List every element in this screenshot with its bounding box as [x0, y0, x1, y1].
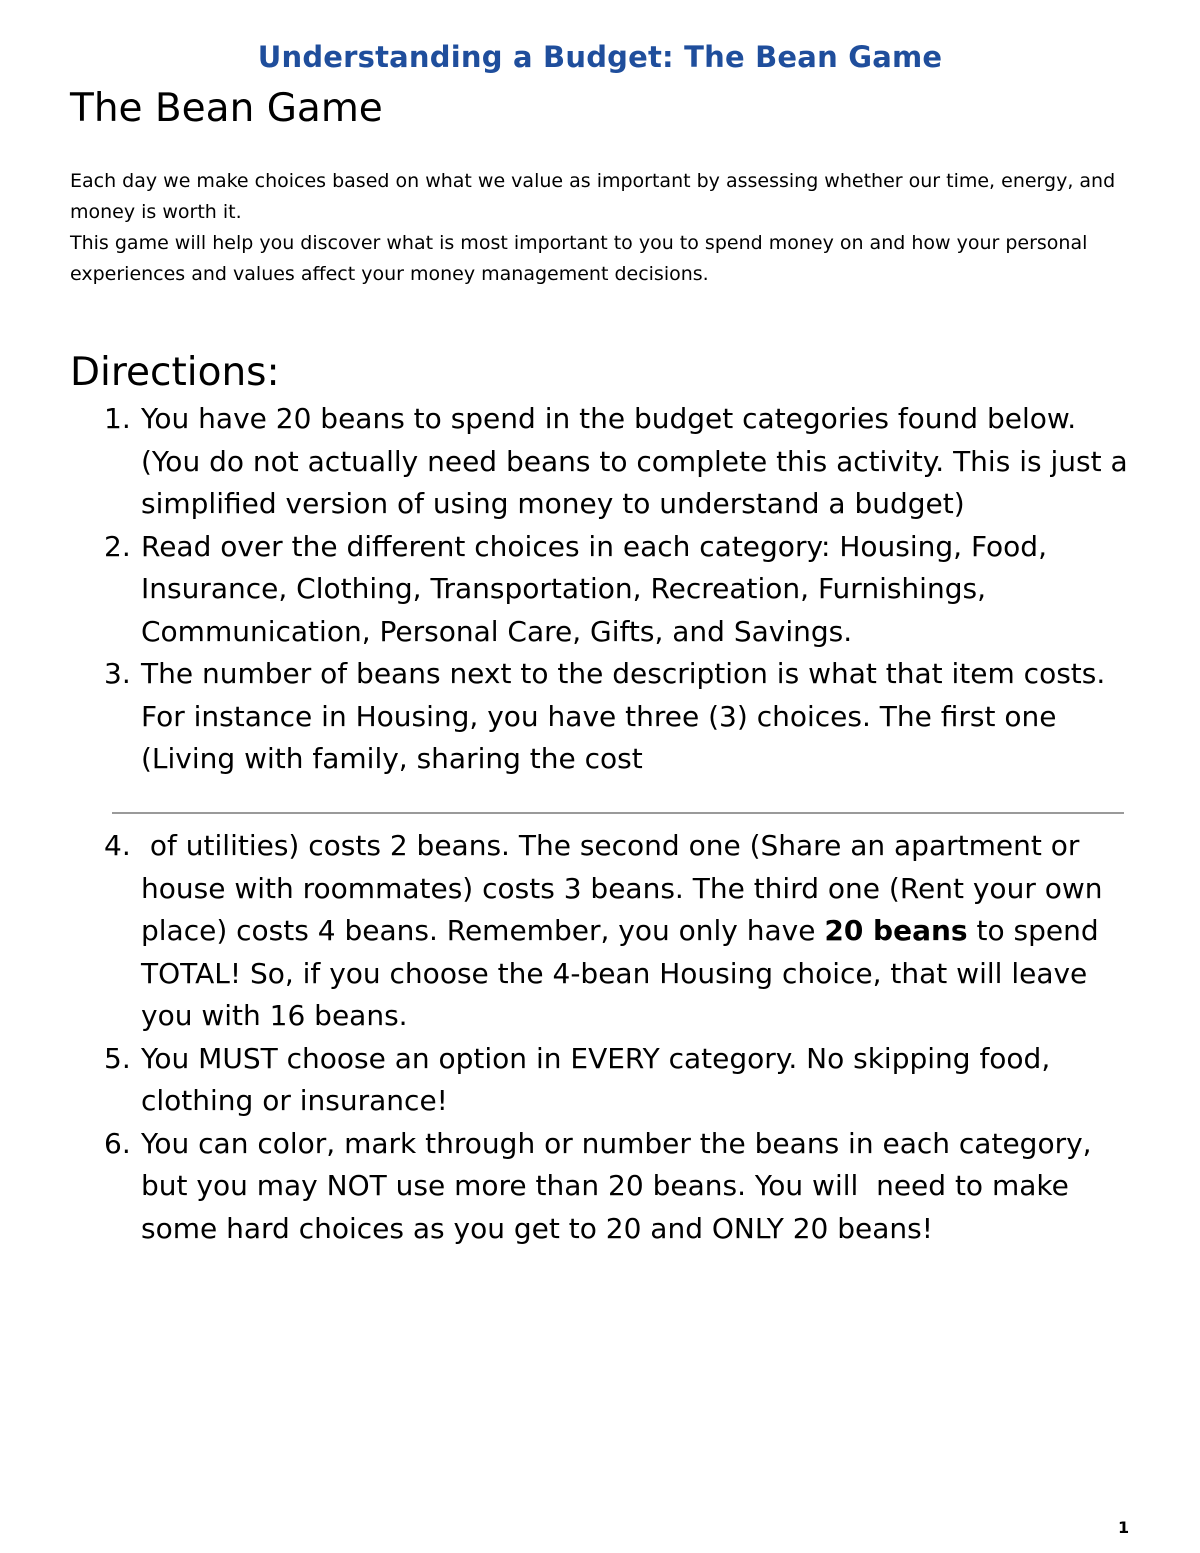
directions-list-part-1 — [104, 398, 1144, 781]
step-text: You MUST choose an option in EVERY category. No skipping food, clothing or insurance! — [141, 1041, 1051, 1117]
directions-list-part-2 — [104, 825, 1144, 1250]
step-text-end: to spend TOTAL! So, if you choose the 4-bean Housing choice, that will leave you with 16 beans. — [141, 914, 1099, 1032]
direction-step-3 — [104, 653, 1144, 781]
direction-step-2 — [104, 526, 1144, 654]
step-number: 2. — [104, 529, 131, 563]
intro-text — [70, 166, 1140, 290]
direction-step-5 — [104, 1038, 1144, 1123]
step-text-start: of utilities) costs 2 beans. The second one (Share an apartment or house with roommates) costs 3 beans. The third one (Rent your own place) costs 4 beans. Remember, you only have — [141, 829, 1112, 947]
intro-paragraph-1: Each day we make choices based on what we value as important by assessing whether our time, energy, and money is worth it. — [70, 170, 1116, 223]
step-number: 6. — [104, 1126, 131, 1160]
intro-paragraph-2: This game will help you discover what is most important to you to spend money on and how your personal experiences and values affect your money management decisions. — [70, 232, 1088, 285]
direction-step-1 — [104, 398, 1144, 526]
document-title: The Bean Game — [70, 86, 383, 131]
step-text: You have 20 beans to spend in the budget categories found below. (You do not actually need beans to complete this activity. This is just a simplified version of using money to understand a budget) — [141, 402, 1128, 520]
page-header-title: Understanding a Budget: The Bean Game — [257, 40, 943, 74]
direction-step-6 — [104, 1123, 1144, 1251]
step-number: 1. — [104, 402, 131, 435]
step-number: 3. — [104, 657, 131, 690]
step-text-emphasis: 20 beans — [824, 914, 968, 947]
step-text: Read over the different choices in each category: Housing, Food, Insurance, Clothing, Transportation, Recreation, Furnishings, Communication, Personal Care, Gifts, and Savings. — [141, 529, 1047, 648]
section-divider — [112, 812, 1124, 814]
step-text: The number of beans next to the description is what that item costs. For instance in Housing, you have three (3) choices. The first one (Living with family, sharing the cost — [141, 657, 1106, 775]
step-number: 4. — [104, 829, 131, 862]
direction-step-4 — [104, 825, 1144, 1038]
page-number: 1 — [1118, 1518, 1130, 1537]
step-number: 5. — [104, 1041, 131, 1075]
directions-heading: Directions: — [70, 350, 280, 395]
step-text: You can color, mark through or number the beans in each category, but you may NOT use more than 20 beans. You will need to make some hard choices as you get to 20 and ONLY 20 beans! — [141, 1126, 1101, 1245]
